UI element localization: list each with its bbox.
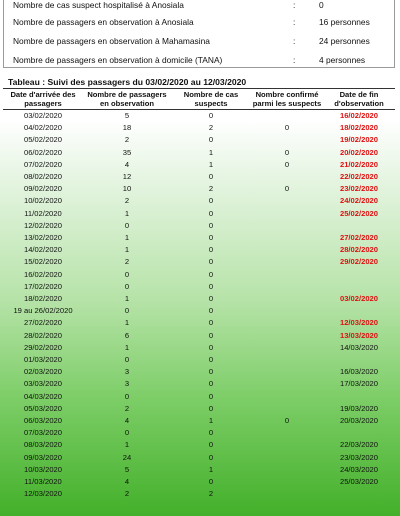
cell-suspect-count: 0 [208, 245, 214, 255]
cell-arrival-date: 06/02/2020 [23, 147, 62, 157]
cell-observation-count: 4 [124, 477, 130, 487]
cell-observation-count: 1 [124, 208, 130, 218]
cell-confirmed-count: 0 [284, 184, 290, 194]
table-row [3, 134, 395, 146]
cell-confirmed-count [251, 244, 323, 256]
cell-arrival-date: 08/03/2020 [23, 440, 62, 450]
cell-arrival-date: 11/03/2020 [24, 477, 62, 487]
header-confirmed-count: Nombre confirmé parmi les suspects [252, 90, 322, 108]
cell-end-date: 29/02/2020 [339, 257, 378, 267]
cell-arrival-date: 15/02/2020 [23, 257, 62, 267]
cell-arrival-date: 05/03/2020 [23, 403, 62, 413]
cell-observation-count: 4 [124, 159, 130, 169]
cell-end-date: 23/02/2020 [339, 184, 378, 194]
cell-confirmed-count [251, 354, 323, 366]
table-row [3, 403, 395, 415]
summary-label: Nombre de passagers en observation à domicile (TANA) [13, 55, 223, 65]
cell-confirmed-count [251, 110, 323, 123]
cell-end-date: 22/02/2020 [339, 172, 378, 182]
cell-end-date: 16/03/2020 [339, 367, 378, 377]
table-row [3, 427, 395, 439]
summary-value: 24 personnes [319, 36, 370, 46]
table-title: Tableau : Suivi des passagers du 03/02/2020 au 12/03/2020 [8, 77, 247, 87]
cell-end-date: 19/03/2020 [339, 403, 378, 413]
cell-confirmed-count [251, 464, 323, 476]
cell-confirmed-count [251, 378, 323, 390]
cell-suspect-count: 0 [208, 379, 214, 389]
table-row [3, 159, 395, 171]
cell-suspect-count: 0 [208, 367, 214, 377]
cell-confirmed-count [251, 134, 323, 146]
cell-suspect-count: 0 [208, 403, 214, 413]
table-row [3, 391, 395, 403]
cell-observation-count: 24 [122, 452, 132, 462]
cell-suspect-count: 1 [208, 147, 214, 157]
summary-label: Nombre de passagers en observation à Mahamasina [13, 36, 210, 46]
cell-confirmed-count [251, 427, 323, 439]
cell-observation-count: 2 [124, 403, 130, 413]
cell-arrival-date: 04/03/2020 [23, 391, 62, 401]
cell-end-date: 19/02/2020 [339, 135, 378, 145]
cell-confirmed-count [251, 208, 323, 220]
cell-suspect-count: 2 [208, 123, 214, 133]
cell-confirmed-count [251, 281, 323, 293]
cell-suspect-count: 2 [208, 489, 214, 499]
cell-observation-count: 10 [122, 184, 132, 194]
cell-arrival-date: 29/02/2020 [23, 342, 62, 352]
cell-end-date [323, 354, 395, 366]
cell-arrival-date: 06/03/2020 [23, 416, 62, 426]
cell-suspect-count: 0 [208, 281, 214, 291]
cell-end-date: 16/02/2020 [339, 111, 378, 120]
cell-suspect-count: 0 [208, 172, 214, 182]
table-row [3, 147, 395, 159]
passenger-tracking-table [3, 89, 395, 501]
cell-suspect-count: 0 [208, 452, 214, 462]
cell-arrival-date: 03/02/2020 [23, 111, 62, 120]
cell-confirmed-count [251, 403, 323, 415]
cell-observation-count: 1 [124, 245, 130, 255]
cell-observation-count: 2 [124, 489, 130, 499]
cell-end-date [323, 269, 395, 281]
cell-arrival-date: 05/02/2020 [23, 135, 62, 145]
cell-confirmed-count [251, 452, 323, 464]
table-row [3, 366, 395, 378]
cell-arrival-date: 18/02/2020 [23, 294, 62, 304]
table-header-row [3, 89, 395, 110]
cell-arrival-date: 19 au 26/02/2020 [13, 306, 73, 316]
cell-end-date [323, 391, 395, 403]
cell-arrival-date: 09/02/2020 [23, 184, 62, 194]
cell-end-date: 03/02/2020 [339, 294, 378, 304]
cell-end-date [323, 488, 395, 500]
cell-confirmed-count [251, 439, 323, 451]
cell-suspect-count: 0 [208, 330, 214, 340]
table-row [3, 293, 395, 305]
cell-arrival-date: 12/02/2020 [23, 220, 62, 230]
cell-observation-count: 5 [124, 464, 130, 474]
table-row [3, 354, 395, 366]
table-row [3, 232, 395, 244]
table-row [3, 122, 395, 134]
header-arrival-date: Date d'arrivée des passagers [3, 89, 83, 110]
cell-arrival-date: 09/03/2020 [23, 452, 62, 462]
cell-suspect-count: 0 [208, 342, 214, 352]
cell-confirmed-count [251, 195, 323, 207]
summary-value: 0 [319, 0, 324, 10]
cell-arrival-date: 08/02/2020 [23, 172, 62, 182]
cell-end-date: 25/03/2020 [339, 477, 378, 487]
cell-observation-count: 3 [124, 367, 130, 377]
cell-end-date: 25/02/2020 [339, 208, 378, 218]
cell-confirmed-count [251, 293, 323, 305]
table-row [3, 195, 395, 207]
table-row [3, 476, 395, 488]
table-row [3, 488, 395, 500]
cell-suspect-count: 0 [208, 220, 214, 230]
cell-arrival-date: 14/02/2020 [23, 245, 62, 255]
summary-colon: : [293, 17, 296, 27]
cell-end-date: 18/02/2020 [339, 123, 378, 133]
cell-observation-count: 5 [124, 111, 130, 120]
cell-confirmed-count [251, 366, 323, 378]
cell-confirmed-count: 0 [284, 416, 290, 426]
cell-confirmed-count [251, 342, 323, 354]
cell-end-date: 14/03/2020 [339, 342, 378, 352]
cell-suspect-count: 0 [208, 294, 214, 304]
table-row [3, 110, 395, 123]
cell-arrival-date: 11/02/2020 [24, 208, 62, 218]
cell-end-date: 27/02/2020 [339, 233, 378, 243]
summary-colon: : [293, 36, 296, 46]
cell-end-date: 23/03/2020 [339, 452, 378, 462]
cell-end-date [323, 220, 395, 232]
cell-confirmed-count [251, 305, 323, 317]
cell-observation-count: 1 [124, 233, 130, 243]
table-row [3, 220, 395, 232]
cell-observation-count: 2 [124, 196, 130, 206]
cell-arrival-date: 16/02/2020 [23, 269, 62, 279]
cell-observation-count: 1 [124, 294, 130, 304]
cell-observation-count: 35 [122, 147, 132, 157]
cell-suspect-count: 0 [208, 440, 214, 450]
cell-arrival-date: 10/02/2020 [23, 196, 62, 206]
cell-confirmed-count: 0 [284, 159, 290, 169]
cell-suspect-count: 0 [208, 135, 214, 145]
cell-end-date [323, 305, 395, 317]
cell-confirmed-count [251, 269, 323, 281]
summary-colon: : [293, 55, 296, 65]
summary-value: 16 personnes [319, 17, 370, 27]
cell-observation-count: 3 [124, 379, 130, 389]
cell-observation-count: 0 [124, 355, 130, 365]
cell-observation-count: 0 [124, 391, 130, 401]
summary-row [13, 54, 394, 66]
cell-confirmed-count [251, 317, 323, 329]
cell-end-date [323, 281, 395, 293]
cell-suspect-count: 0 [208, 355, 214, 365]
cell-suspect-count: 2 [208, 184, 214, 194]
cell-arrival-date: 02/03/2020 [23, 367, 62, 377]
cell-arrival-date: 10/03/2020 [23, 464, 62, 474]
summary-label: Nombre de cas suspect hospitalisé à Anosiala [13, 0, 184, 10]
summary-value: 4 personnes [319, 55, 366, 65]
cell-observation-count: 1 [124, 318, 130, 328]
cell-observation-count: 2 [124, 135, 130, 145]
cell-arrival-date: 01/03/2020 [23, 355, 62, 365]
table-row [3, 305, 395, 317]
cell-confirmed-count: 0 [284, 123, 290, 133]
cell-suspect-count: 1 [208, 464, 214, 474]
cell-suspect-count: 0 [208, 196, 214, 206]
cell-confirmed-count [251, 330, 323, 342]
table-row [3, 317, 395, 329]
table-row [3, 244, 395, 256]
cell-end-date: 28/02/2020 [339, 245, 378, 255]
table-row [3, 378, 395, 390]
cell-arrival-date: 27/02/2020 [23, 318, 62, 328]
cell-confirmed-count [251, 476, 323, 488]
table-row [3, 281, 395, 293]
cell-suspect-count: 0 [208, 477, 214, 487]
summary-colon: : [293, 0, 296, 10]
cell-confirmed-count [251, 488, 323, 500]
header-suspect-count: Nombre de cas suspects [171, 89, 251, 110]
cell-suspect-count: 0 [208, 428, 214, 438]
cell-observation-count: 1 [124, 342, 130, 352]
cell-observation-count: 0 [124, 306, 130, 316]
table-row [3, 415, 395, 427]
table-row [3, 171, 395, 183]
cell-arrival-date: 17/02/2020 [23, 281, 62, 291]
cell-suspect-count: 1 [208, 159, 214, 169]
cell-end-date: 24/03/2020 [339, 464, 378, 474]
summary-label: Nombre de passagers en observation à Anosiala [13, 17, 194, 27]
table-row [3, 342, 395, 354]
table-row [3, 183, 395, 195]
cell-suspect-count: 0 [208, 269, 214, 279]
cell-observation-count: 1 [124, 440, 130, 450]
cell-arrival-date: 04/02/2020 [23, 123, 62, 133]
table-row [3, 464, 395, 476]
cell-suspect-count: 1 [208, 416, 214, 426]
cell-observation-count: 0 [124, 220, 130, 230]
table-row [3, 452, 395, 464]
cell-end-date: 12/03/2020 [339, 318, 378, 328]
cell-observation-count: 18 [122, 123, 132, 133]
cell-suspect-count: 0 [208, 208, 214, 218]
cell-confirmed-count: 0 [284, 147, 290, 157]
summary-box [3, 0, 395, 68]
cell-end-date [323, 427, 395, 439]
cell-observation-count: 4 [124, 416, 130, 426]
table-row [3, 330, 395, 342]
cell-confirmed-count [251, 232, 323, 244]
summary-row [13, 0, 394, 11]
cell-arrival-date: 03/03/2020 [23, 379, 62, 389]
table-row [3, 256, 395, 268]
cell-observation-count: 6 [124, 330, 130, 340]
cell-confirmed-count [251, 256, 323, 268]
cell-observation-count: 0 [124, 428, 130, 438]
cell-confirmed-count [251, 171, 323, 183]
cell-observation-count: 0 [124, 281, 130, 291]
cell-end-date: 22/03/2020 [339, 440, 378, 450]
summary-row [13, 35, 394, 47]
cell-arrival-date: 07/03/2020 [23, 428, 62, 438]
cell-observation-count: 0 [124, 269, 130, 279]
summary-row [13, 16, 394, 28]
header-observation-count: Nombre de passagers en observation [83, 89, 171, 110]
cell-end-date: 20/03/2020 [339, 416, 378, 426]
cell-end-date: 17/03/2020 [339, 379, 378, 389]
cell-suspect-count: 0 [208, 306, 214, 316]
cell-arrival-date: 28/02/2020 [23, 330, 62, 340]
table-row [3, 269, 395, 281]
cell-arrival-date: 13/02/2020 [23, 233, 62, 243]
cell-suspect-count: 0 [208, 391, 214, 401]
header-end-date: Date de fin d'observation [323, 89, 395, 110]
cell-confirmed-count [251, 391, 323, 403]
cell-suspect-count: 0 [208, 233, 214, 243]
cell-end-date: 21/02/2020 [339, 159, 378, 169]
table-row [3, 208, 395, 220]
table-row [3, 439, 395, 451]
cell-suspect-count: 0 [208, 257, 214, 267]
cell-observation-count: 12 [122, 172, 132, 182]
cell-arrival-date: 07/02/2020 [23, 159, 62, 169]
cell-end-date: 24/02/2020 [339, 196, 378, 206]
cell-confirmed-count [251, 220, 323, 232]
cell-end-date: 20/02/2020 [339, 147, 378, 157]
cell-suspect-count: 0 [208, 111, 214, 120]
cell-suspect-count: 0 [208, 318, 214, 328]
cell-arrival-date: 12/03/2020 [23, 489, 62, 499]
cell-observation-count: 2 [124, 257, 130, 267]
cell-end-date: 13/03/2020 [339, 330, 378, 340]
